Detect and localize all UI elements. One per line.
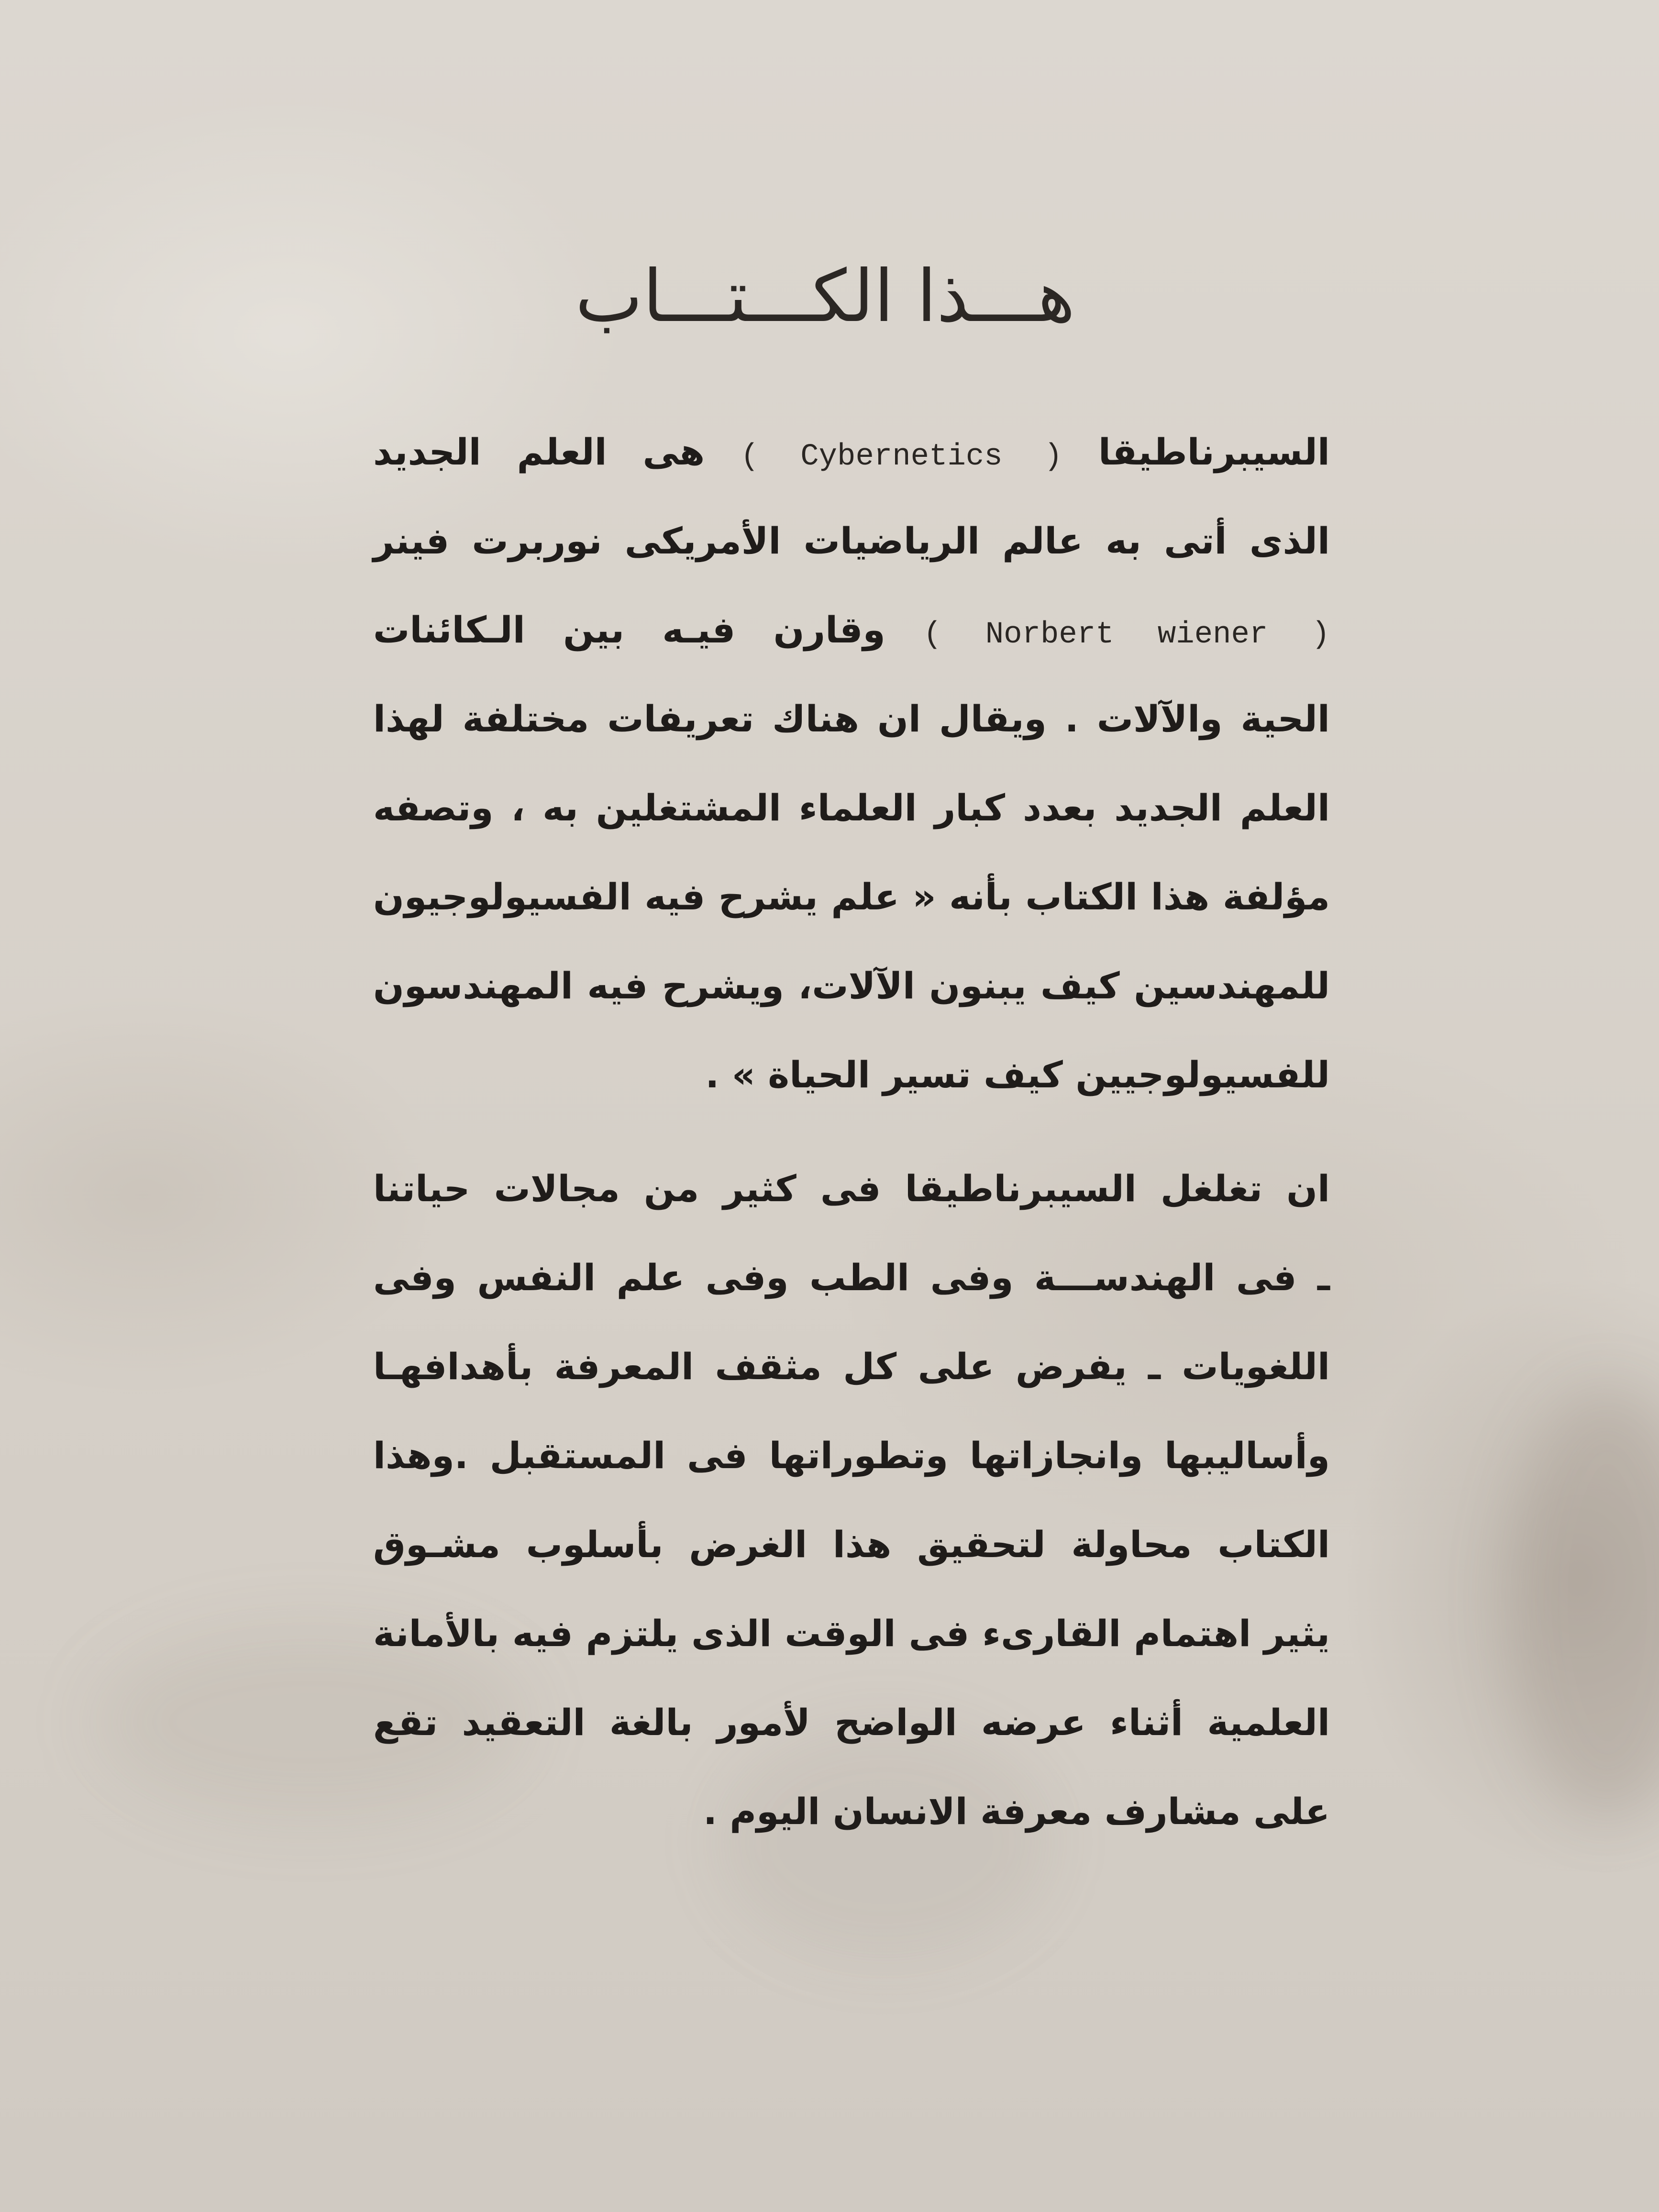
term-latin: ( Cybernetics ) <box>741 440 1062 474</box>
text-line: اللغويات ـ يفرض على كل مثقف المعرفة بأهدافهـا <box>373 1345 1330 1388</box>
text-line: الذى أتى به عالم الرياضيات الأمريكى نوربرت فينر <box>373 520 1330 562</box>
text-line <box>373 586 1330 675</box>
paper-stain <box>1507 1387 1659 1818</box>
author-name-latin: ( Norbert wiener ) <box>923 618 1330 652</box>
text-line: يثير اهتمام القارىء فى الوقت الذى يلتزم فيه بالأمانة <box>373 1612 1330 1655</box>
text-line: ان تغلغل السيبرناطيقا فى كثير من مجالات حياتنا <box>373 1167 1330 1210</box>
text-line: مؤلفة هذا الكتاب بأنه « علم يشرح فيه الفسيولوجيون <box>373 875 1330 918</box>
paragraph-intro <box>373 408 1330 1119</box>
text-line: العلمية أثناء عرضه الواضح لأمور بالغة التعقيد تقع <box>373 1701 1330 1744</box>
page-title: هـــذا الكـــتـــاب <box>575 255 1075 338</box>
text-fragment: وقارن فيـه بين الـكائنات <box>373 608 885 651</box>
text-fragment: هى العلم الجديد <box>373 431 705 473</box>
text-line: على مشارف معرفة الانسان اليوم . <box>703 1790 1330 1833</box>
text-line <box>373 408 1330 497</box>
text-line: للفسيولوجيين كيف تسير الحياة » . <box>705 1053 1330 1096</box>
text-line: الحية والآلات . ويقال ان هناك تعريفات مختلفة لهذا <box>373 697 1330 740</box>
text-line: العلم الجديد بعدد كبار العلماء المشتغلين به ، وتصفه <box>373 786 1330 829</box>
term-arabic: السيبرناطيقا <box>1098 431 1330 473</box>
paragraph-purpose <box>373 1144 1330 1856</box>
text-line: الكتاب محاولة لتحقيق هذا الغرض بأسلوب مشـوق <box>373 1523 1330 1566</box>
text-line: ـ فى الهندســـة وفى الطب وفى علم النفس وفى <box>373 1256 1330 1299</box>
text-line: وأساليبها وانجازاتها وتطوراتها فى المستقبل .وهذا <box>373 1434 1330 1477</box>
text-line: للمهندسين كيف يبنون الآلات، ويشرح فيه المهندسون <box>373 964 1330 1007</box>
